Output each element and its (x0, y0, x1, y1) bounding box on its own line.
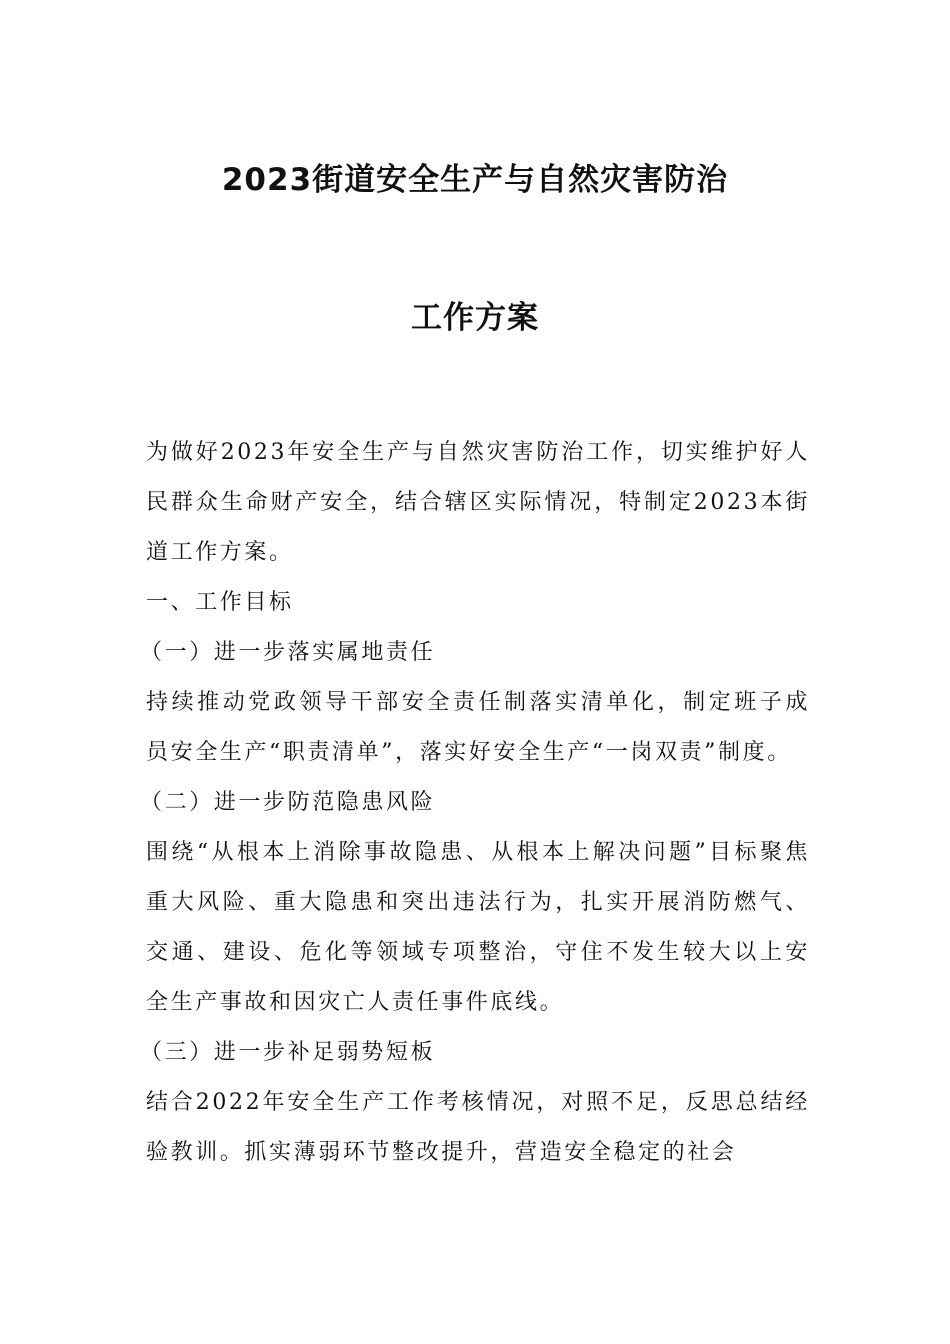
document-title-line-2: 工作方案 (411, 300, 539, 336)
intro-paragraph: 为做好2023年安全生产与自然灾害防治工作，切实维护好人民群众生命财产安全，结合辖区实际情况，特制定2023本街道工作方案。 (146, 440, 810, 565)
subheading-3: （三）进一步补足弱势短板 (140, 1040, 436, 1065)
paragraph-1: 持续推动党政领导干部安全责任制落实清单化，制定班子成员安全生产“职责清单”，落实好安全生产“一岗双责”制度。 (146, 690, 810, 765)
subheading-1: （一）进一步落实属地责任 (140, 640, 436, 665)
document-body (140, 428, 810, 1178)
section-heading-goals: 一、工作目标 (146, 590, 294, 615)
subheading-2: （二）进一步防范隐患风险 (140, 790, 436, 815)
paragraph-3: 结合2022年安全生产工作考核情况，对照不足，反思总结经验教训。抓实薄弱环节整改提升，营造安全稳定的社会 (146, 1090, 810, 1165)
paragraph-2: 围绕“从根本上消除事故隐患、从根本上解决问题”目标聚焦重大风险、重大隐患和突出违法行为，扎实开展消防燃气、交通、建设、危化等领域专项整治，守住不发生较大以上安全生产事故和因灾亡人责任事件底线。 (146, 840, 810, 1015)
document-title-line-1: 2023街道安全生产与自然灾害防治 (221, 162, 729, 198)
